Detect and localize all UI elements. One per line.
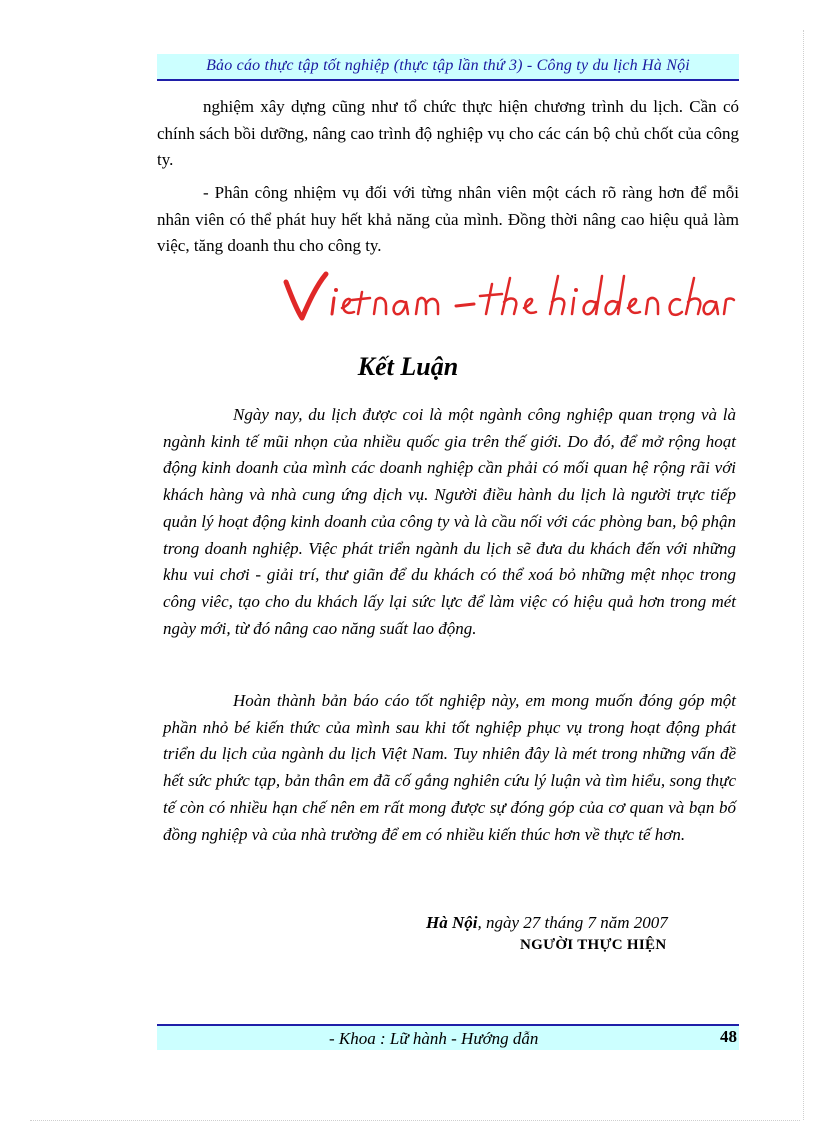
signature-signer: NGƯỜI THỰC HIỆN bbox=[520, 937, 667, 953]
header-text: Bảo cáo thực tập tốt nghiệp (thực tập lần thứ 3) - Công ty du lịch Hà Nội bbox=[206, 57, 690, 74]
page-border-bottom bbox=[30, 1120, 800, 1121]
signature-place: Hà Nội bbox=[426, 913, 478, 932]
vietnam-hidden-charm-logo bbox=[282, 268, 732, 328]
conclusion-paragraph-1-text: Ngày nay, du lịch được coi là một ngành công nghiệp quan trọng và là ngành kinh tế mũi nhọn của nhiều quốc gia trên thế giới. Do đó, để mở rộng hoạt động kinh doanh của mình các doanh nghiệp cần phải có mối quan hệ rộng rãi với khách hàng và nhà cung ứng dịch vụ. Người điều hành du lịch là người trực tiếp quản lý hoạt động kinh doanh của công ty và là cầu nối với các phòng ban, bộ phận trong doanh nghiệp. Việc phát triển ngành du lịch sẽ đưa du khách đến với những khu vui chơi - giải trí, thư giãn để du khách có thể xoá bỏ những mệt nhọc trong công viêc, tạo cho du khách lấy lại sức lực để làm việc có hiệu quả hơn trong mét ngày mới, từ đó nâng cao năng suất lao động. bbox=[163, 405, 736, 638]
conclusion-paragraph-1 bbox=[163, 402, 736, 642]
conclusion-paragraph-2 bbox=[163, 688, 736, 848]
page-footer bbox=[157, 1024, 739, 1050]
logo-script-graphic bbox=[282, 268, 732, 328]
footer-text: - Khoa : Lữ hành - Hướng dẫn bbox=[329, 1029, 539, 1048]
signature-date-line bbox=[426, 913, 668, 933]
body-paragraph-1 bbox=[157, 94, 739, 174]
body-paragraph-2-text: - Phân công nhiệm vụ đối với từng nhân viên một cách rõ ràng hơn để mỗi nhân viên có thể phát huy hết khả năng của mình. Đồng thời nâng cao hiệu quả làm việc, tăng doanh thu cho công ty. bbox=[157, 183, 739, 255]
page-number: 48 bbox=[720, 1027, 737, 1046]
signature-date: , ngày 27 tháng 7 năm 2007 bbox=[477, 913, 668, 932]
conclusion-heading: Kết Luận bbox=[357, 352, 459, 381]
page-border-right bbox=[803, 30, 804, 1120]
body-paragraph-2 bbox=[157, 180, 739, 260]
conclusion-paragraph-2-text: Hoàn thành bản báo cáo tốt nghiệp này, em mong muốn đóng góp một phần nhỏ bé kiến thức của mình sau khi tốt nghiệp phục vụ trong hoạt động phát triển du lịch của ngành du lịch Việt Nam. Tuy nhiên đây là mét trong những vấn đề hết sức phức tạp, bản thân em đã cố gắng nghiên cứu lý luận và tìm hiểu, song thực tế còn có nhiều hạn chế nên em rất mong được sự đóng góp của cơ quan và bạn bố đồng nghiệp và của nhà trường để em có nhiều kiến thúc hơn về thực tế hơn. bbox=[163, 691, 736, 844]
page-header bbox=[157, 54, 739, 81]
body-paragraph-1-text: nghiệm xây dựng cũng như tổ chức thực hiện chương trình du lịch. Cần có chính sách bồi dưỡng, nâng cao trình độ nghiệp vụ cho các cán bộ chủ chốt của công ty. bbox=[157, 97, 739, 169]
